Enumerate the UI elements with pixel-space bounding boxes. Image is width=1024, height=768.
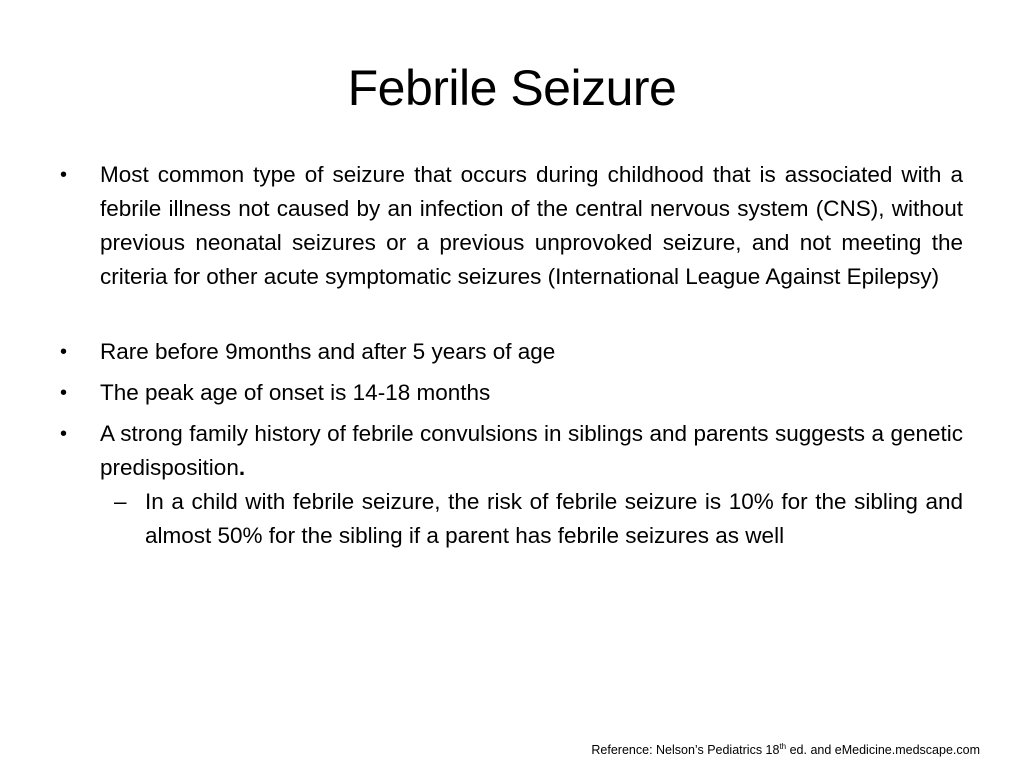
- reference-suffix: ed. and eMedicine.medscape.com: [786, 743, 980, 757]
- bullet-text: Most common type of seizure that occurs during childhood that is associated with a febrile illness not caused by an infection of the central nervous system (CNS), without previous neonatal seizures or a previous unprovoked seizure, and not meeting the criteria for other acute symptomatic seizures (International League Against Epilepsy): [100, 162, 963, 289]
- bullet-text: A strong family history of febrile convulsions in siblings and parents suggests a genetic predisposition: [100, 421, 963, 480]
- bullet-item: [60, 417, 963, 485]
- slide-title: Febrile Seizure: [347, 60, 677, 116]
- bullet-text-period: .: [238, 455, 246, 480]
- reference-prefix: Reference: Nelson’s Pediatrics 18: [591, 743, 780, 757]
- bullet-item: [60, 158, 963, 294]
- sub-bullet-item: [60, 485, 963, 553]
- reference-note: [591, 742, 980, 758]
- bullet-icon: •: [60, 423, 68, 445]
- bullet-text: The peak age of onset is 14-18 months: [100, 380, 491, 405]
- bullet-text: Rare before 9months and after 5 years of age: [100, 339, 556, 364]
- dash-icon: –: [114, 489, 127, 514]
- sub-bullet-text: In a child with febrile seizure, the risk of febrile seizure is 10% for the sibling and almost 50% for the sibling if a parent has febrile seizures as well: [145, 489, 963, 548]
- bullet-icon: •: [60, 341, 68, 363]
- reference-superscript: th: [779, 741, 787, 751]
- bullet-list: [60, 158, 963, 553]
- bullet-item: [60, 376, 963, 410]
- bullet-item: [60, 335, 963, 369]
- bullet-icon: •: [60, 382, 68, 404]
- bullet-icon: •: [60, 164, 68, 186]
